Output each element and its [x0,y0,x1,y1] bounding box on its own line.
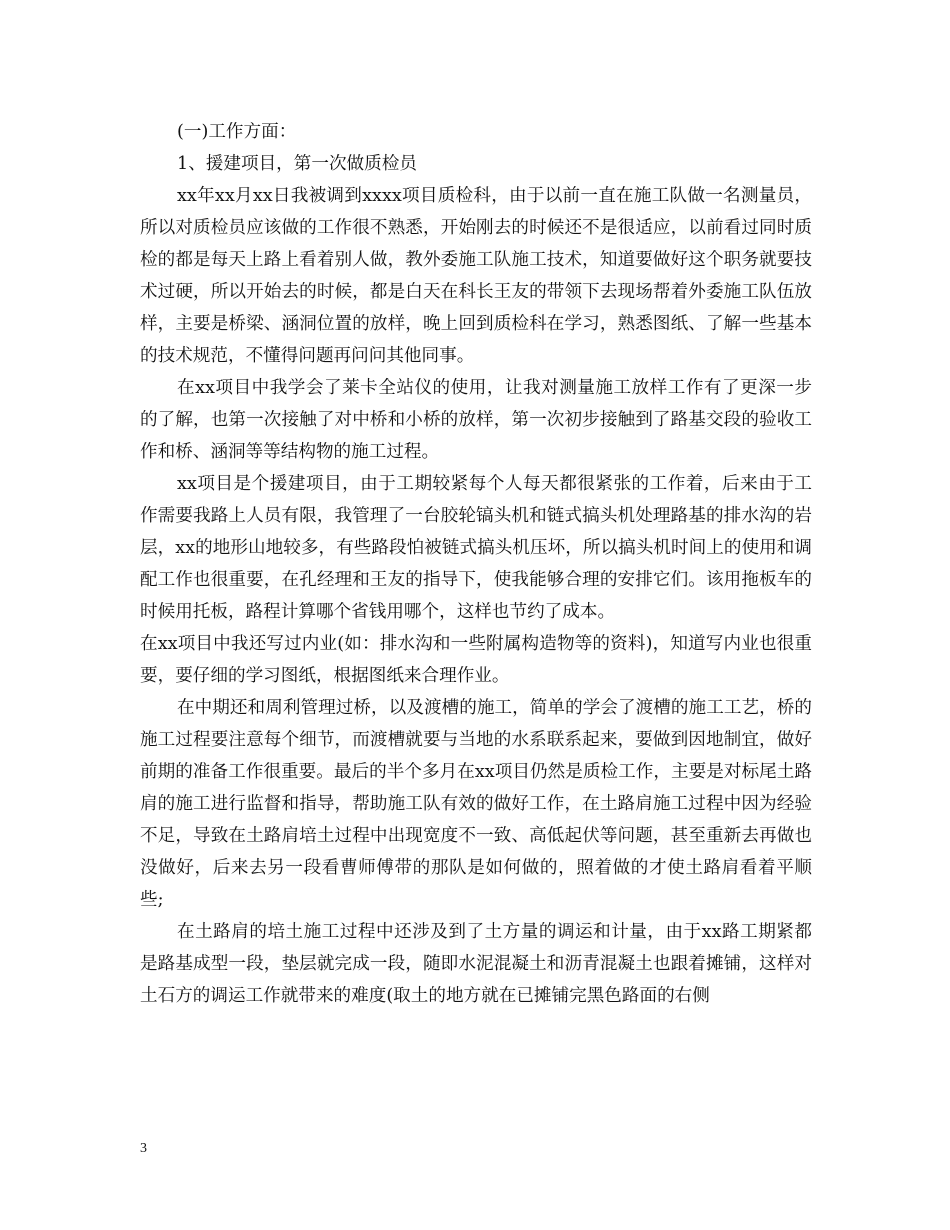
body-paragraph-4: 在xx项目中我还写过内业(如：排水沟和一些附属构造物等的资料)，知道写内业也很重要，要仔细的学习图纸，根据图纸来合理作业。 [140,634,812,686]
subsection-heading: 1、援建项目，第一次做质检员 [177,154,417,174]
body-paragraph-2: 在xx项目中我学会了莱卡全站仪的使用，让我对测量施工放样工作有了更深一步的了解，也第一次接触了对中桥和小桥的放样，第一次初步接触到了路基交段的验收工作和桥、涵洞等等结构物的施工过程。 [140,378,812,462]
body-paragraph-1: xx年xx月xx日我被调到xxxx项目质检科，由于以前一直在施工队做一名测量员，所以对质检员应该做的工作很不熟悉，开始刚去的时候还不是很适应，以前看过同时质检的都是每天上路上看着别人做，教外委施工队施工技术，知道要做好这个职务就要技术过硬，所以开始去的时候，都是白天在科长王友的带领下去现场帮着外委施工队伍放样，主要是桥梁、涵洞位置的放样，晚上回到质检科在学习，熟悉图纸、了解一些基本的技术规范，不懂得问题再问问其他同事。 [140,186,812,366]
page-number: 3 [140,1141,147,1156]
body-paragraph-3: xx项目是个援建项目，由于工期较紧每个人每天都很紧张的工作着，后来由于工作需要我路上人员有限，我管理了一台胶轮镐头机和链式搞头机处理路基的排水沟的岩层，xx的地形山地较多，有些路段怕被链式搞头机压坏，所以搞头机时间上的使用和调配工作也很重要，在孔经理和王友的指导下，使我能够合理的安排它们。该用拖板车的时候用托板，路程计算哪个省钱用哪个，这样也节约了成本。 [140,474,812,622]
document-body [140,116,812,1012]
body-paragraph-5: 在中期还和周利管理过桥，以及渡槽的施工，简单的学会了渡槽的施工工艺，桥的施工过程要注意每个细节，而渡槽就要与当地的水系联系起来，要做到因地制宜，做好前期的准备工作很重要。最后的半个多月在xx项目仍然是质检工作，主要是对标尾土路肩的施工进行监督和指导，帮助施工队有效的做好工作，在土路肩施工过程中因为经验不足，导致在土路肩培土过程中出现宽度不一致、高低起伏等问题，甚至重新去再做也没做好，后来去另一段看曹师傅带的那队是如何做的，照着做的才使土路肩看着平顺些; [140,698,812,910]
body-paragraph-6: 在土路肩的培土施工过程中还涉及到了土方量的调运和计量，由于xx路工期紧都是路基成型一段，垫层就完成一段，随即水泥混凝土和沥青混凝土也跟着摊铺，这样对土石方的调运工作就带来的难度(取土的地方就在已摊铺完黑色路面的右侧 [140,922,812,1006]
section-heading: (一)工作方面： [177,122,297,142]
